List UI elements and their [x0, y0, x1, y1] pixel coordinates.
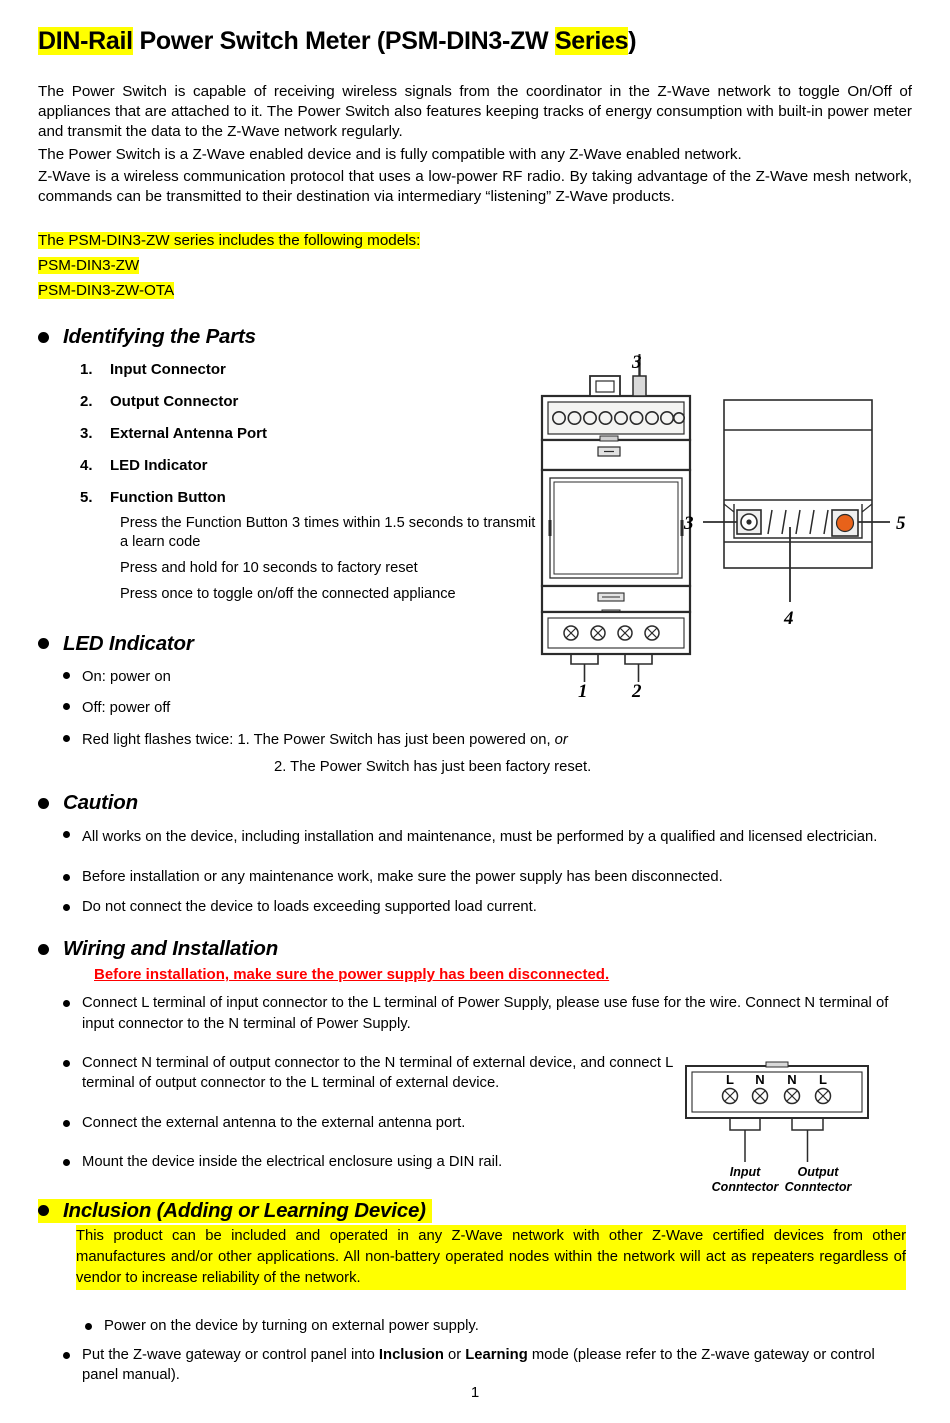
- callout-5: 5: [896, 513, 906, 534]
- terminal-label-N1: N: [755, 1072, 765, 1087]
- device-diagram: [528, 352, 928, 697]
- intro-paragraph-1: The Power Switch is capable of receiving wireless signals from the coordinator in the Z-Wave network to toggle On/Off of appliances that are attached to it. The Power Switch also features keeping tracks of energy consumption with built-in power meter and transmit the data to the Z-Wave network regularly.: [38, 83, 912, 141]
- section-title-text: LED Indicator: [63, 631, 194, 655]
- caution-item: All works on the device, including installation and maintenance, must be performed by a qualified and licensed electrician.: [38, 824, 912, 851]
- part-label: External Antenna Port: [110, 425, 267, 443]
- part-number: 5.: [80, 489, 93, 507]
- title-middle: Power Switch Meter (PSM-DIN3-ZW: [132, 27, 555, 55]
- section-title-text: Caution: [63, 791, 138, 814]
- title-highlight-series: Series: [554, 27, 629, 55]
- wiring-item: Mount the device inside the electrical enclosure using a DIN rail.: [38, 1152, 678, 1172]
- manual-page: [0, 26, 950, 1423]
- part-label: Output Connector: [110, 393, 239, 411]
- inclusion-step-2-text-c: mode (please refer to the Z-wave gateway or control panel manual).: [82, 1347, 875, 1384]
- terminal-label-L1: L: [726, 1072, 734, 1087]
- section-title-text: Inclusion (Adding or Learning Device): [63, 1198, 426, 1222]
- caution-item: Before installation or any maintenance work, make sure the power supply has been disconnected.: [38, 867, 912, 887]
- title-end: ): [628, 27, 637, 55]
- output-connector-label-line2: Conntector: [784, 1180, 852, 1194]
- callout-3-top: 3: [632, 352, 642, 373]
- part-label: Input Connector: [110, 361, 226, 379]
- callout-4: 4: [784, 608, 794, 629]
- intro-paragraph-3: Z-Wave is a wireless communication protocol that uses a low-power RF radio. By taking advantage of the Z-Wave mesh network, commands can be transmitted to their destination via intermediary “listening” Z-Wave products.: [38, 167, 912, 206]
- function-button-note: Press the Function Button 3 times within 1.5 seconds to transmit a learn code: [120, 515, 536, 550]
- wiring-diagram-svg: [682, 1058, 892, 1198]
- intro-paragraphs: [38, 82, 912, 207]
- callout-3-side: 3: [684, 513, 694, 534]
- intro-paragraph-2: The Power Switch is a Z-Wave enabled device and is fully compatible with any Z-Wave enabled network.: [38, 145, 742, 163]
- part-number: 2.: [80, 393, 93, 411]
- part-label: LED Indicator: [110, 457, 208, 475]
- model-list: [38, 229, 912, 303]
- wiring-item: Connect L terminal of input connector to the L terminal of Power Supply, please use fuse for the wire. Connect N terminal of input connector to the N terminal of Power Supply.: [38, 993, 903, 1034]
- page-title: [38, 26, 912, 56]
- led-state-off: Off: power off: [38, 696, 912, 721]
- function-button-note: Press and hold for 10 seconds to factory reset: [120, 559, 418, 576]
- inclusion-step-2-text-a: Put the Z-wave gateway or control panel into: [82, 1347, 379, 1364]
- wiring-item: Connect N terminal of output connector to the N terminal of external device, and connect L terminal of output connector to the L terminal of external device.: [38, 1053, 678, 1094]
- inclusion-step-2-text-b: or: [443, 1347, 466, 1364]
- output-connector-label-line1: Output: [797, 1165, 839, 1179]
- bullet-icon: [38, 638, 49, 649]
- terminal-label-L2: L: [819, 1072, 827, 1087]
- caution-item: Do not connect the device to loads exceeding supported load current.: [38, 897, 912, 917]
- part-number: 3.: [80, 425, 93, 443]
- bullet-icon: [38, 944, 49, 955]
- inclusion-mode-learning: Learning: [465, 1347, 528, 1364]
- title-highlight-din-rail: DIN-Rail: [38, 27, 133, 55]
- input-connector-label-line2: Conntector: [711, 1180, 779, 1194]
- callout-2: 2: [632, 681, 642, 697]
- caution-list: [38, 824, 912, 917]
- model-list-lead: The PSM-DIN3-ZW series includes the following models:: [38, 232, 421, 250]
- led-flash-second-line: 2. The Power Switch has just been factory reset.: [274, 759, 592, 775]
- page-number: 1: [470, 1384, 480, 1401]
- part-label: Function Button: [110, 489, 226, 507]
- wiring-item: Connect the external antenna to the external antenna port.: [38, 1113, 678, 1133]
- led-state-on: On: power on: [38, 665, 912, 690]
- callout-1: 1: [578, 681, 588, 697]
- inclusion-step-1: Power on the device by turning on external power supply.: [38, 1316, 912, 1336]
- function-button-note: Press once to toggle on/off the connected appliance: [120, 586, 456, 603]
- device-diagram-svg: [528, 352, 928, 697]
- bullet-icon: [38, 332, 49, 343]
- inclusion-paragraph: [76, 1225, 906, 1290]
- inclusion-paragraph-last: regardless of vendor to increase reliability of the network.: [76, 1248, 906, 1286]
- led-indicator-list: [38, 665, 912, 753]
- inclusion-steps: [38, 1316, 912, 1386]
- section-title-text: Identifying the Parts: [63, 325, 256, 349]
- led-flash-or: or: [554, 731, 568, 748]
- section-heading-wiring: [38, 937, 912, 961]
- inclusion-paragraph-text: This product can be included and operated in any Z-Wave network with other Z-Wave certified devices from other manufactures and/or other applications. All non-battery operated nodes within the network will act as repeaters: [76, 1227, 906, 1265]
- section-heading-inclusion: [38, 1199, 432, 1223]
- section-heading-caution: [38, 791, 912, 815]
- wiring-diagram: [682, 1058, 892, 1198]
- wiring-warning-text: Before installation, make sure the power supply has been disconnected.: [94, 966, 610, 984]
- inclusion-step-2: [38, 1345, 903, 1386]
- part-number: 1.: [80, 361, 93, 379]
- bullet-icon: [38, 1205, 49, 1216]
- inclusion-mode-inclusion: Inclusion: [378, 1347, 444, 1364]
- led-state-flash: [38, 728, 912, 753]
- led-flash-text: Red light flashes twice: 1. The Power Switch has just been powered on,: [82, 731, 555, 748]
- part-number: 4.: [80, 457, 93, 475]
- model-item-2: PSM-DIN3-ZW-OTA: [38, 281, 175, 299]
- terminal-label-N2: N: [787, 1072, 797, 1087]
- section-heading-identifying-parts: [38, 325, 912, 349]
- model-item-1: PSM-DIN3-ZW: [38, 256, 140, 274]
- section-title-text: Wiring and Installation: [63, 937, 279, 961]
- input-connector-label-line1: Input: [729, 1165, 761, 1179]
- bullet-icon: [38, 798, 49, 809]
